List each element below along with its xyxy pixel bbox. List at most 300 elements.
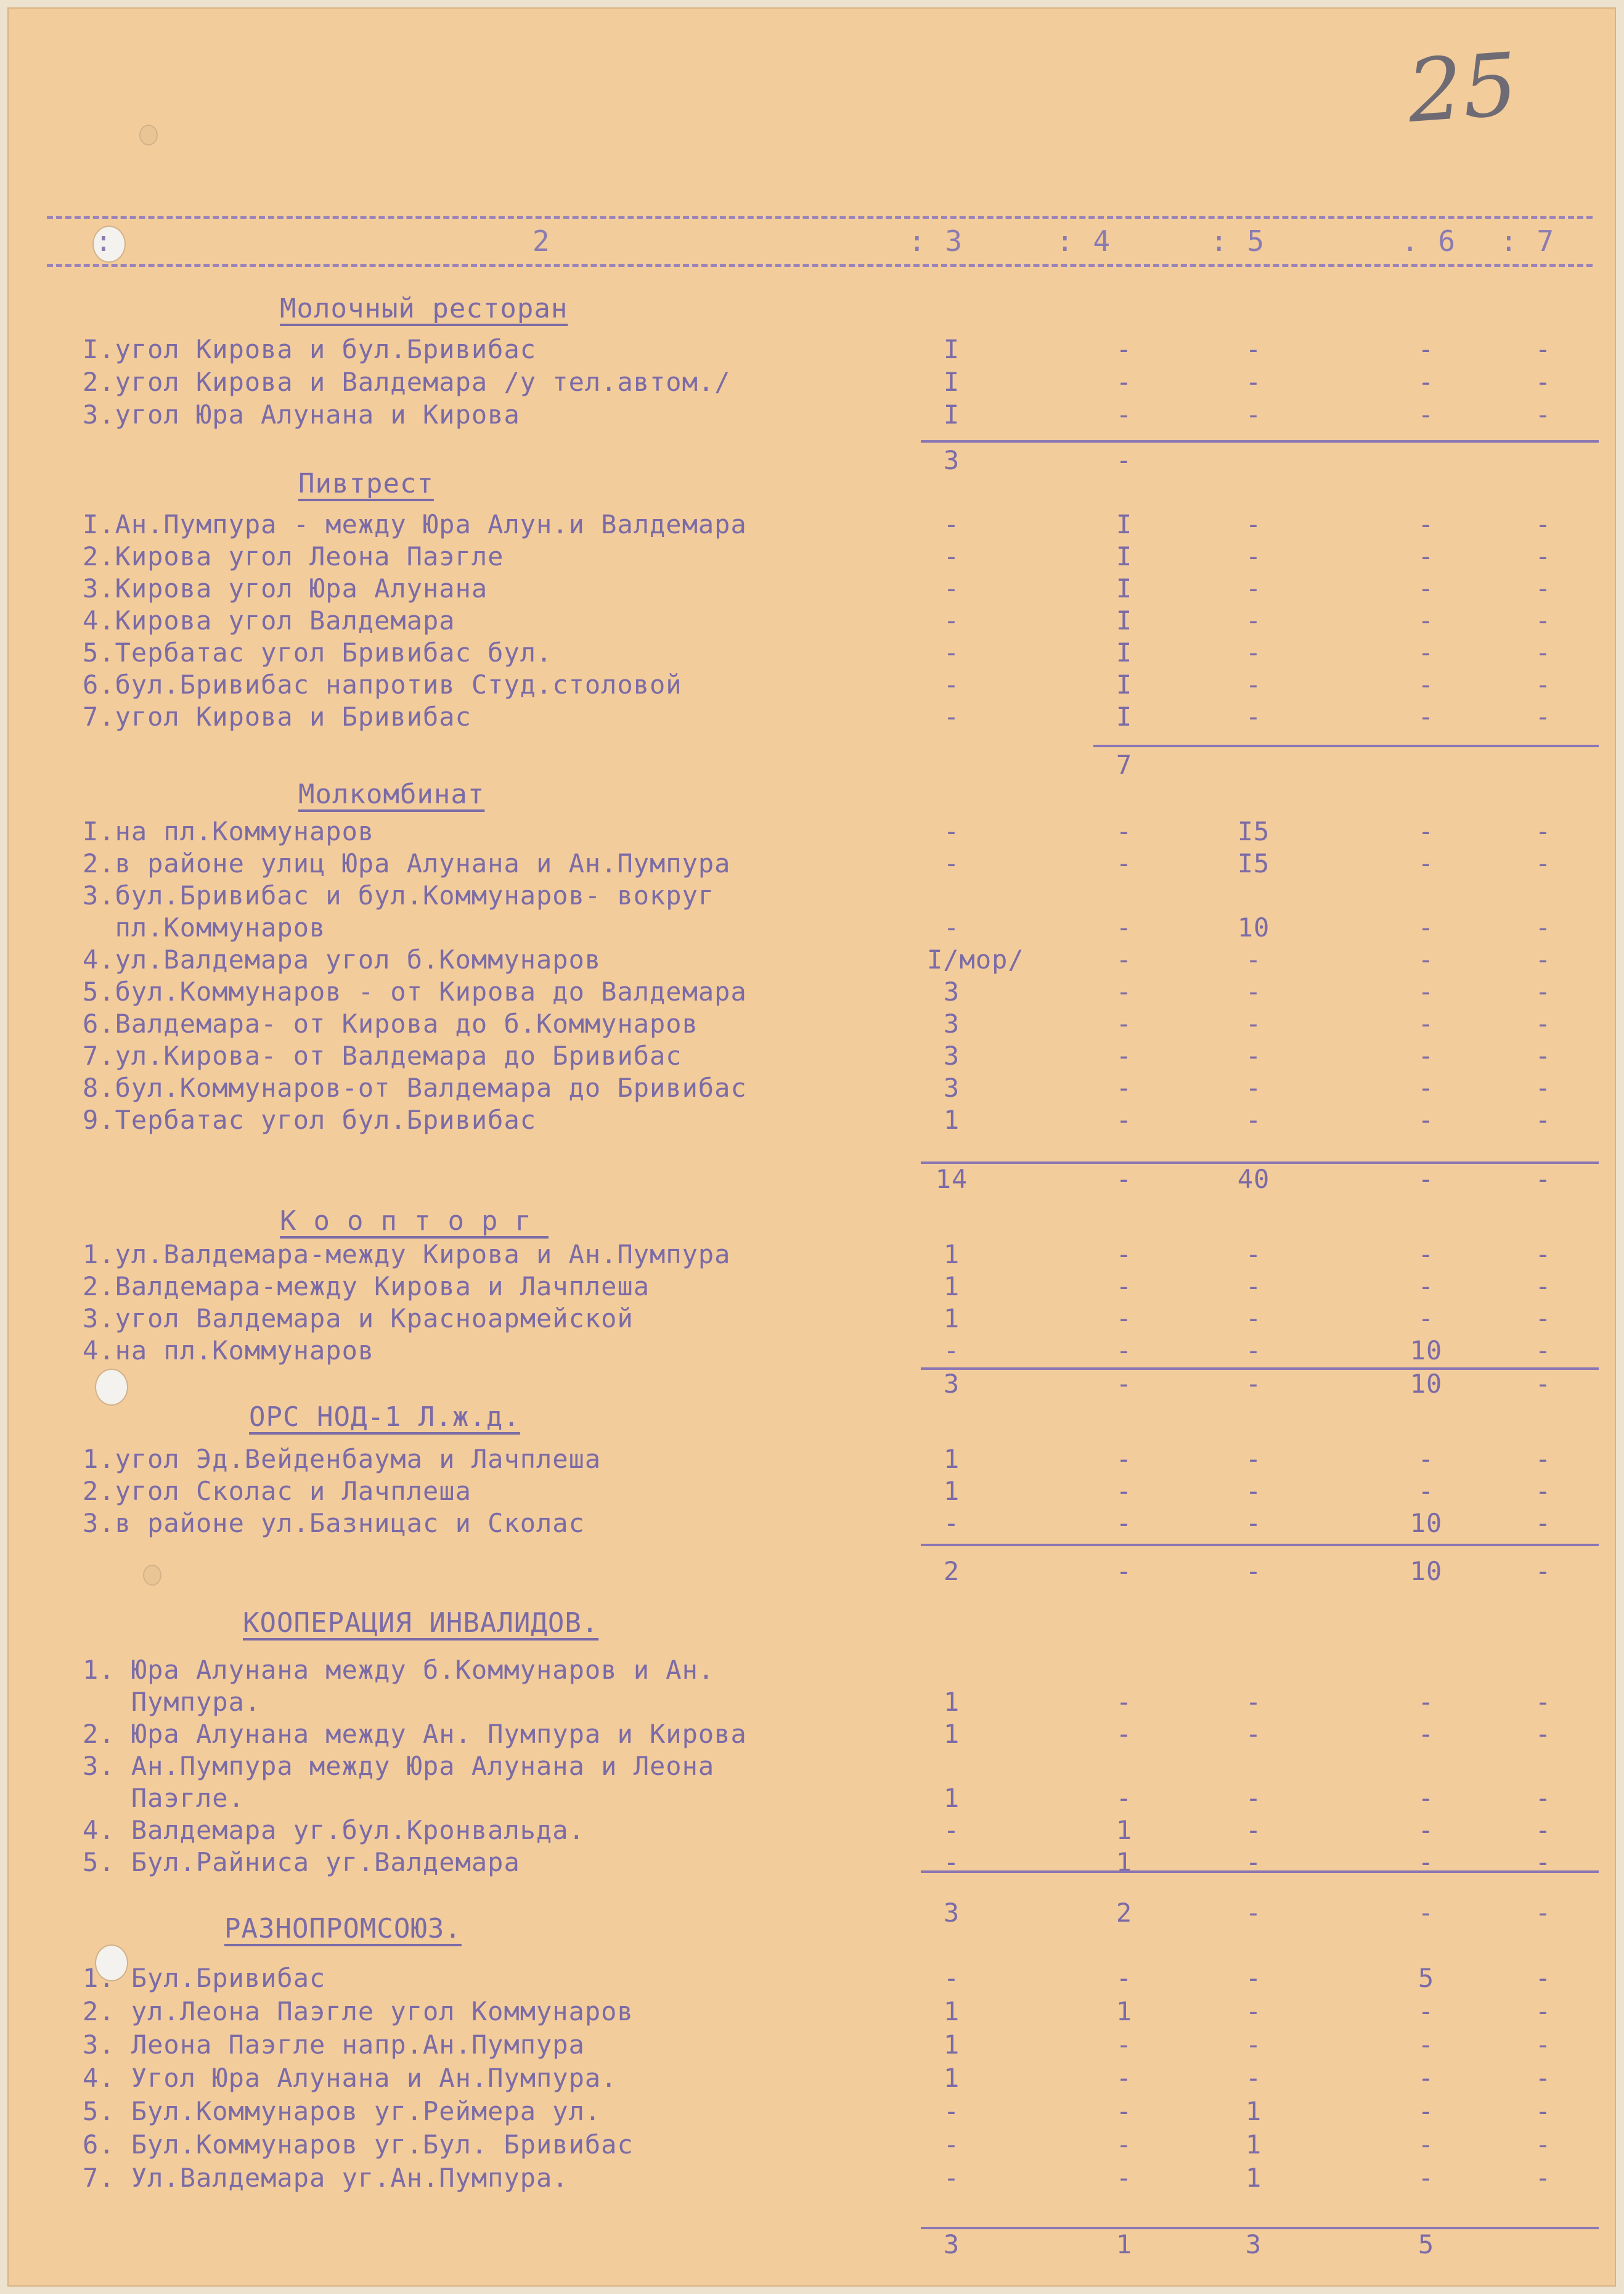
column-header-6: . 6 xyxy=(1402,224,1457,258)
cell-c4: - xyxy=(1116,2129,1133,2160)
cell-c4: - xyxy=(1116,944,1133,975)
cell-c6: - xyxy=(1418,1444,1435,1474)
table-row xyxy=(83,1073,1599,1104)
subtotal-row xyxy=(83,1164,1599,1195)
subtotal-c5: 40 xyxy=(1237,1164,1270,1194)
table-row xyxy=(83,702,1599,732)
cell-c5: - xyxy=(1245,334,1262,364)
cell-c5: - xyxy=(1245,944,1262,975)
section-title: Пивтрест xyxy=(298,468,434,499)
cell-c6: 10 xyxy=(1410,1335,1443,1366)
cell-c4: - xyxy=(1116,1783,1133,1813)
table-row xyxy=(83,1719,1599,1750)
cell-c7: - xyxy=(1535,2030,1552,2060)
location-label: 2.в районе улиц Юра Алунана и Ан.Пумпура xyxy=(83,848,731,879)
cell-c6: - xyxy=(1418,1105,1435,1135)
cell-c4: I xyxy=(1116,605,1133,636)
cell-c7: - xyxy=(1535,1719,1552,1749)
cell-c7: - xyxy=(1535,1508,1552,1538)
location-label: 3.в районе ул.Базницас и Сколас xyxy=(83,1508,585,1538)
cell-c4: 1 xyxy=(1116,1815,1133,1845)
cell-c3: - xyxy=(943,1508,960,1538)
table-row xyxy=(83,816,1599,847)
cell-c5: - xyxy=(1245,367,1262,397)
subtotal-c6: 5 xyxy=(1418,2229,1435,2259)
cell-c5: - xyxy=(1245,1996,1262,2026)
table-row xyxy=(83,367,1599,398)
table-row xyxy=(83,1009,1599,1039)
cell-c5: - xyxy=(1245,1239,1262,1269)
cell-c7: - xyxy=(1535,1815,1552,1845)
table-row xyxy=(83,573,1599,604)
cell-c5: - xyxy=(1245,605,1262,636)
cell-c3: 1 xyxy=(943,1271,960,1301)
cell-c7: - xyxy=(1535,1239,1552,1269)
cell-c6: - xyxy=(1418,1719,1435,1749)
cell-c7: - xyxy=(1535,367,1552,397)
cell-c5: 1 xyxy=(1245,2129,1262,2160)
table-row xyxy=(83,1655,1599,1686)
subtotal-c3: 3 xyxy=(943,445,960,475)
cell-c4: - xyxy=(1116,2063,1133,2093)
table-row xyxy=(83,605,1599,636)
location-label: 6.Валдемара- от Кирова до б.Коммунаров xyxy=(83,1009,698,1039)
cell-c5: - xyxy=(1245,702,1262,732)
cell-c4: 1 xyxy=(1116,1996,1133,2026)
cell-c7: - xyxy=(1535,399,1552,430)
cell-c3: 1 xyxy=(943,1687,960,1717)
cell-c4: I xyxy=(1116,509,1133,539)
cell-c7: - xyxy=(1535,816,1552,846)
subtotal-c7: - xyxy=(1535,1898,1552,1928)
cell-c5: - xyxy=(1245,399,1262,430)
cell-c5: - xyxy=(1245,509,1262,539)
cell-c6: - xyxy=(1418,637,1435,668)
cell-c5: - xyxy=(1245,1041,1262,1071)
section-title: РАЗНОПРОМСОЮЗ. xyxy=(224,1913,462,1944)
cell-c6: - xyxy=(1418,2129,1435,2160)
cell-c7: - xyxy=(1535,334,1552,364)
cell-c6: - xyxy=(1418,1303,1435,1333)
subtotal-c6: 10 xyxy=(1410,1556,1443,1586)
cell-c7: - xyxy=(1535,912,1552,943)
subtotal-rule xyxy=(921,1544,1599,1546)
cell-c3: 1 xyxy=(943,2063,960,2093)
location-label: 6. Бул.Коммунаров уг.Бул. Бривибас xyxy=(83,2129,634,2160)
table-row xyxy=(83,399,1599,430)
cell-c7: - xyxy=(1535,509,1552,539)
cell-c6: - xyxy=(1418,702,1435,732)
column-header-2: 2 xyxy=(532,224,551,258)
cell-c7: - xyxy=(1535,1009,1552,1039)
cell-c5: - xyxy=(1245,573,1262,604)
handwritten-page-number: 25 xyxy=(1404,34,1521,143)
cell-c3: - xyxy=(943,637,960,668)
subtotal-c7: - xyxy=(1535,1369,1552,1399)
subtotal-c4: - xyxy=(1116,1369,1133,1399)
cell-c6: - xyxy=(1418,1687,1435,1717)
column-header-7: : 7 xyxy=(1500,224,1556,258)
cell-c3: 1 xyxy=(943,1996,960,2026)
table-row xyxy=(83,912,1599,943)
cell-c5: - xyxy=(1245,1303,1262,1333)
location-label: 7. Ул.Валдемара уг.Ан.Пумпура. xyxy=(83,2163,569,2193)
cell-c4: - xyxy=(1116,1444,1133,1474)
column-header-5: : 5 xyxy=(1210,224,1266,258)
cell-c3: I xyxy=(943,367,960,397)
cell-c6: - xyxy=(1418,816,1435,846)
subtotal-c3: 3 xyxy=(943,1898,960,1928)
table-row xyxy=(83,2063,1599,2094)
location-label: I.Ан.Пумпура - между Юра Алун.и Валдемара xyxy=(83,509,747,539)
subtotal-c5: - xyxy=(1245,1556,1262,1586)
cell-c6: - xyxy=(1418,2030,1435,2060)
table-row xyxy=(83,1041,1599,1071)
cell-c7: - xyxy=(1535,670,1552,700)
cell-c7: - xyxy=(1535,702,1552,732)
table-row xyxy=(83,541,1599,572)
cell-c5: - xyxy=(1245,977,1262,1007)
location-label: 4.Кирова угол Валдемара xyxy=(83,605,455,636)
cell-c3: 3 xyxy=(943,977,960,1007)
location-label: Паэгле. xyxy=(83,1783,245,1813)
subtotal-c5: - xyxy=(1245,1898,1262,1928)
location-label: 5.Тербатас угол Бривибас бул. xyxy=(83,637,553,668)
document-page xyxy=(7,7,1616,2287)
cell-c7: - xyxy=(1535,605,1552,636)
cell-c4: - xyxy=(1116,367,1133,397)
cell-c7: - xyxy=(1535,1444,1552,1474)
subtotal-c6: - xyxy=(1418,1898,1435,1928)
cell-c3: - xyxy=(943,1335,960,1366)
header-rule-top xyxy=(47,216,1593,219)
subtotal-c5: - xyxy=(1245,1369,1262,1399)
cell-c6: - xyxy=(1418,605,1435,636)
cell-c3: - xyxy=(943,2129,960,2160)
cell-c6: 5 xyxy=(1418,1963,1435,1993)
location-label: 4.на пл.Коммунаров xyxy=(83,1335,375,1366)
table-row xyxy=(83,1751,1599,1782)
cell-c7: - xyxy=(1535,1041,1552,1071)
cell-c4: I xyxy=(1116,573,1133,604)
subtotal-c6: 10 xyxy=(1410,1369,1443,1399)
cell-c4: I xyxy=(1116,541,1133,571)
cell-c6: - xyxy=(1418,848,1435,879)
location-label: 2.угол Кирова и Валдемара /у тел.автом./ xyxy=(83,367,731,397)
cell-c3: - xyxy=(943,670,960,700)
location-label: 1.угол Эд.Вейденбаума и Лачплеша xyxy=(83,1444,602,1474)
cell-c7: - xyxy=(1535,2163,1552,2193)
table-row xyxy=(83,1847,1599,1878)
cell-c5: - xyxy=(1245,541,1262,571)
cell-c3: - xyxy=(943,541,960,571)
location-label: 2. ул.Леона Паэгле угол Коммунаров xyxy=(83,1996,634,2026)
subtotal-c4: - xyxy=(1116,445,1133,475)
table-row xyxy=(83,848,1599,879)
subtotal-row xyxy=(83,1556,1599,1587)
cell-c4: - xyxy=(1116,1687,1133,1717)
location-label: 2. Юра Алунана между Ан. Пумпура и Кирова xyxy=(83,1719,747,1749)
cell-c4: - xyxy=(1116,1476,1133,1506)
cell-c4: I xyxy=(1116,702,1133,732)
cell-c4: - xyxy=(1116,816,1133,846)
cell-c6: - xyxy=(1418,1271,1435,1301)
cell-c4: - xyxy=(1116,334,1133,364)
cell-c5: 1 xyxy=(1245,2096,1262,2126)
location-label: 3.Кирова угол Юра Алунана xyxy=(83,573,488,604)
location-label: 3.угол Валдемара и Красноармейской xyxy=(83,1303,634,1333)
cell-c6: - xyxy=(1418,670,1435,700)
table-row xyxy=(83,2030,1599,2060)
section-title: Молочный ресторан xyxy=(280,293,568,324)
table-row xyxy=(83,670,1599,700)
cell-c5: - xyxy=(1245,1335,1262,1366)
cell-c6: - xyxy=(1418,573,1435,604)
cell-c3: 3 xyxy=(943,1041,960,1071)
cell-c4: - xyxy=(1116,1335,1133,1366)
cell-c3: - xyxy=(943,1815,960,1845)
subtotal-c4: 2 xyxy=(1116,1898,1133,1928)
table-row xyxy=(83,1476,1599,1507)
table-row xyxy=(83,1963,1599,1994)
cell-c7: - xyxy=(1535,977,1552,1007)
cell-c4: - xyxy=(1116,1719,1133,1749)
location-label: 2.Валдемара-между Кирова и Лачплеша xyxy=(83,1271,650,1301)
cell-c6: - xyxy=(1418,509,1435,539)
cell-c4: - xyxy=(1116,399,1133,430)
cell-c6: - xyxy=(1418,1783,1435,1813)
location-label: 5.бул.Коммунаров - от Кирова до Валдемара xyxy=(83,977,747,1007)
section-title: ОРС НОД-1 Л.ж.д. xyxy=(249,1401,520,1433)
cell-c5: - xyxy=(1245,1687,1262,1717)
cell-c3: 1 xyxy=(943,1783,960,1813)
section-title: Молкомбинат xyxy=(298,779,485,810)
subtotal-rule xyxy=(921,1870,1599,1873)
cell-c6: - xyxy=(1418,1847,1435,1877)
cell-c3: 3 xyxy=(943,1073,960,1103)
table-row xyxy=(83,509,1599,540)
cell-c3: - xyxy=(943,605,960,636)
location-label: 4. Валдемара уг.бул.Кронвальда. xyxy=(83,1815,585,1845)
location-label: пл.Коммунаров xyxy=(83,912,326,943)
subtotal-c6: - xyxy=(1418,1164,1435,1194)
location-label: 2.Кирова угол Леона Паэгле xyxy=(83,541,504,571)
cell-c4: - xyxy=(1116,1963,1133,1993)
cell-c3: 1 xyxy=(943,1303,960,1333)
cell-c6: - xyxy=(1418,1041,1435,1071)
cell-c3: - xyxy=(943,816,960,846)
subtotal-c4: - xyxy=(1116,1164,1133,1194)
cell-c7: - xyxy=(1535,944,1552,975)
table-row xyxy=(83,1508,1599,1539)
cell-c3: - xyxy=(943,702,960,732)
table-row xyxy=(83,1783,1599,1814)
cell-c7: - xyxy=(1535,2096,1552,2126)
column-header-3: : 3 xyxy=(908,224,964,258)
cell-c3: - xyxy=(943,1963,960,1993)
header-rule-bottom xyxy=(47,264,1593,267)
cell-c7: - xyxy=(1535,1476,1552,1506)
cell-c5: - xyxy=(1245,1963,1262,1993)
cell-c7: - xyxy=(1535,2129,1552,2160)
location-label: 5. Бул.Райниса уг.Валдемара xyxy=(83,1847,520,1877)
cell-c5: - xyxy=(1245,1508,1262,1538)
table-row xyxy=(83,2096,1599,2127)
location-label: 3. Ан.Пумпура между Юра Алунана и Леона xyxy=(83,1751,715,1781)
cell-c6: - xyxy=(1418,334,1435,364)
subtotal-c3: 2 xyxy=(943,1556,960,1586)
subtotal-c5: 3 xyxy=(1245,2229,1262,2259)
cell-c7: - xyxy=(1535,1687,1552,1717)
cell-c5: 1 xyxy=(1245,2163,1262,2193)
cell-c5: - xyxy=(1245,2063,1262,2093)
subtotal-row xyxy=(83,2229,1599,2260)
location-label: 3.бул.Бривибас и бул.Коммунаров- вокруг xyxy=(83,880,715,911)
location-label: 3. Леона Паэгле напр.Ан.Пумпура xyxy=(83,2030,585,2060)
cell-c4: - xyxy=(1116,1271,1133,1301)
cell-c5: - xyxy=(1245,637,1262,668)
table-row xyxy=(83,1303,1599,1334)
table-row xyxy=(83,1996,1599,2027)
cell-c6: - xyxy=(1418,399,1435,430)
section-title: Коопторг xyxy=(280,1205,549,1237)
cell-c6: - xyxy=(1418,1476,1435,1506)
cell-c6: - xyxy=(1418,912,1435,943)
column-header-1: : xyxy=(95,224,113,258)
cell-c4: 1 xyxy=(1116,1847,1133,1877)
cell-c4: - xyxy=(1116,1041,1133,1071)
table-row xyxy=(83,637,1599,668)
cell-c7: - xyxy=(1535,637,1552,668)
cell-c5: - xyxy=(1245,1073,1262,1103)
table-row xyxy=(83,334,1599,365)
table-row xyxy=(83,1687,1599,1718)
location-label: 6.бул.Бривибас напротив Студ.столовой xyxy=(83,670,682,700)
location-label: I.на пл.Коммунаров xyxy=(83,816,375,846)
cell-c3: - xyxy=(943,912,960,943)
cell-c4: - xyxy=(1116,2163,1133,2193)
subtotal-c3: 3 xyxy=(943,2229,960,2259)
cell-c6: - xyxy=(1418,2096,1435,2126)
cell-c7: - xyxy=(1535,573,1552,604)
table-row xyxy=(83,1105,1599,1136)
table-row xyxy=(83,2163,1599,2194)
cell-c4: - xyxy=(1116,977,1133,1007)
cell-c3: I xyxy=(943,334,960,364)
cell-c6: - xyxy=(1418,1239,1435,1269)
table-row xyxy=(83,944,1599,975)
cell-c7: - xyxy=(1535,1303,1552,1333)
cell-c4: I xyxy=(1116,670,1133,700)
cell-c6: - xyxy=(1418,1009,1435,1039)
cell-c3: 1 xyxy=(943,1444,960,1474)
cell-c6: - xyxy=(1418,1815,1435,1845)
table-row xyxy=(83,1271,1599,1302)
cell-c6: - xyxy=(1418,1073,1435,1103)
cell-c6: - xyxy=(1418,977,1435,1007)
cell-c4: - xyxy=(1116,1239,1133,1269)
cell-c5: 10 xyxy=(1237,912,1270,943)
table-row xyxy=(83,1815,1599,1846)
cell-c5: - xyxy=(1245,1444,1262,1474)
cell-c3: 1 xyxy=(943,1105,960,1135)
cell-c3: - xyxy=(943,509,960,539)
cell-c3: 1 xyxy=(943,1239,960,1269)
cell-c5: - xyxy=(1245,1105,1262,1135)
cell-c3: - xyxy=(943,2096,960,2126)
cell-c7: - xyxy=(1535,1963,1552,1993)
cell-c5: I5 xyxy=(1237,848,1270,879)
cell-c5: - xyxy=(1245,1009,1262,1039)
subtotal-c7: - xyxy=(1535,1164,1552,1194)
subtotal-c3: 14 xyxy=(935,1164,968,1194)
cell-c7: - xyxy=(1535,848,1552,879)
cell-c6: - xyxy=(1418,541,1435,571)
cell-c5: - xyxy=(1245,1271,1262,1301)
table-row xyxy=(83,2129,1599,2160)
cell-c6: - xyxy=(1418,1996,1435,2026)
cell-c4: - xyxy=(1116,848,1133,879)
cell-c5: - xyxy=(1245,2030,1262,2060)
cell-c7: - xyxy=(1535,1783,1552,1813)
cell-c3: - xyxy=(943,848,960,879)
cell-c4: - xyxy=(1116,912,1133,943)
table-row xyxy=(83,1444,1599,1475)
location-label: 1.ул.Валдемара-между Кирова и Ан.Пумпура xyxy=(83,1239,731,1269)
cell-c3: 3 xyxy=(943,1009,960,1039)
location-label: 9.Тербатас угол бул.Бривибас xyxy=(83,1105,537,1135)
cell-c7: - xyxy=(1535,1847,1552,1877)
table-row xyxy=(83,977,1599,1007)
subtotal-rule xyxy=(921,440,1599,443)
location-label: 8.бул.Коммунаров-от Валдемара до Бривибас xyxy=(83,1073,747,1103)
cell-c3: 1 xyxy=(943,1719,960,1749)
location-label: 1. Юра Алунана между б.Коммунаров и Ан. xyxy=(83,1655,715,1685)
location-label: 1. Бул.Бривибас xyxy=(83,1963,326,1993)
table-row xyxy=(83,1239,1599,1270)
cell-c4: - xyxy=(1116,1105,1133,1135)
cell-c7: - xyxy=(1535,1105,1552,1135)
location-label: 3.угол Юра Алунана и Кирова xyxy=(83,399,520,430)
cell-c6: - xyxy=(1418,367,1435,397)
location-label: I.угол Кирова и бул.Бривибас xyxy=(83,334,537,364)
subtotal-row xyxy=(83,1369,1599,1399)
cell-c7: - xyxy=(1535,1335,1552,1366)
cell-c3: 1 xyxy=(943,1476,960,1506)
section-title: КООПЕРАЦИЯ ИНВАЛИДОВ. xyxy=(243,1607,599,1639)
subtotal-rule xyxy=(1093,745,1599,747)
cell-c6: - xyxy=(1418,2163,1435,2193)
cell-c4: - xyxy=(1116,1508,1133,1538)
cell-c5: - xyxy=(1245,1847,1262,1877)
location-label: 7.угол Кирова и Бривибас xyxy=(83,702,471,732)
cell-c4: - xyxy=(1116,1303,1133,1333)
cell-c7: - xyxy=(1535,1073,1552,1103)
punch-hole-top xyxy=(139,125,158,145)
table-row xyxy=(83,1335,1599,1366)
location-label: 2.угол Сколас и Лачплеша xyxy=(83,1476,471,1506)
subtotal-row xyxy=(83,750,1599,780)
cell-c5: I5 xyxy=(1237,816,1270,846)
cell-c7: - xyxy=(1535,1271,1552,1301)
cell-c5: - xyxy=(1245,1783,1262,1813)
cell-c6: - xyxy=(1418,2063,1435,2093)
location-label: Пумпура. xyxy=(83,1687,261,1717)
cell-c5: - xyxy=(1245,670,1262,700)
cell-c4: - xyxy=(1116,2030,1133,2060)
subtotal-c4: - xyxy=(1116,1556,1133,1586)
table-row xyxy=(83,880,1599,911)
